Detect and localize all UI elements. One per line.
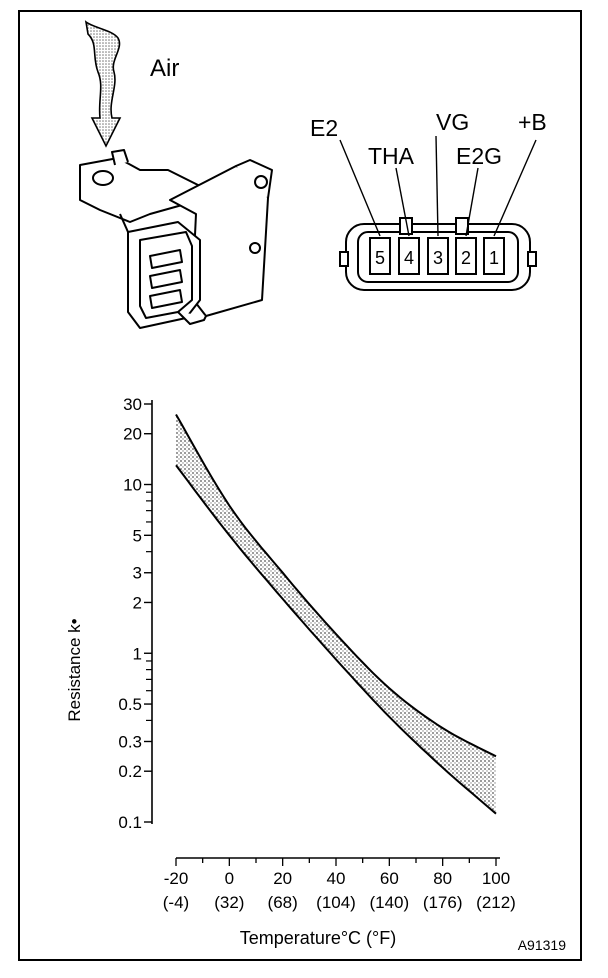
x-tick-label: -20	[163, 869, 189, 888]
x-tick-label-fahrenheit: (176)	[422, 893, 463, 912]
upper-limit-curve	[176, 415, 496, 757]
pin-label-plus-b: +B	[518, 109, 547, 135]
air-label: Air	[150, 55, 180, 82]
figure-code: A91319	[517, 937, 566, 953]
connector-pins	[370, 238, 504, 274]
pin-label-vg: VG	[436, 109, 470, 135]
y-tick-label: 3	[132, 563, 142, 583]
resistance-temperature-chart	[65, 395, 516, 948]
pin-number: 4	[403, 248, 415, 268]
x-tick-label: 60	[379, 869, 399, 888]
pin-label-tha: THA	[368, 143, 414, 169]
x-tick-label-fahrenheit: (140)	[369, 893, 410, 912]
y-tick-label: 20	[123, 424, 142, 444]
y-tick-label: 1	[132, 644, 142, 664]
y-tick-label: 5	[132, 526, 142, 546]
y-tick-label: 10	[123, 475, 142, 495]
pin-leader-line	[436, 136, 438, 236]
resistance-tolerance-band	[176, 415, 496, 814]
pin-label-e2g: E2G	[456, 143, 503, 169]
air-flow-meter-icon	[80, 150, 272, 328]
x-tick-label: 20	[273, 869, 293, 888]
x-tick-label: 0	[224, 869, 235, 888]
pin-number: 1	[488, 248, 500, 268]
air-flow-arrow-icon	[86, 22, 120, 146]
y-tick-label: 0.1	[118, 813, 142, 832]
x-tick-label-fahrenheit: (212)	[476, 893, 516, 912]
connector-pin-labels	[310, 109, 547, 236]
x-tick-label-fahrenheit: (-4)	[162, 893, 190, 912]
y-tick-label: 0.2	[118, 762, 142, 782]
x-tick-label: 40	[326, 869, 346, 888]
y-tick-label: 0.3	[118, 732, 142, 752]
x-tick-label-fahrenheit: (32)	[214, 893, 245, 912]
y-tick-label: 30	[123, 395, 142, 414]
y-tick-label: 0.5	[118, 695, 142, 715]
pin-number: 5	[374, 248, 386, 268]
x-tick-label: 80	[433, 869, 453, 888]
x-tick-label-fahrenheit: (104)	[316, 893, 356, 912]
x-tick-label: 100	[481, 869, 511, 888]
x-axis-ticks	[163, 858, 516, 912]
pin-number: 3	[432, 248, 444, 268]
y-axis-ticks	[118, 395, 152, 832]
pin-number: 2	[460, 248, 472, 268]
x-axis-label: Temperature°C (°F)	[239, 928, 397, 948]
pin-label-e2: E2	[310, 115, 339, 141]
y-tick-label: 2	[132, 593, 142, 613]
y-axis-label: Resistance k•	[65, 618, 84, 722]
x-tick-label-fahrenheit: (68)	[267, 893, 298, 912]
